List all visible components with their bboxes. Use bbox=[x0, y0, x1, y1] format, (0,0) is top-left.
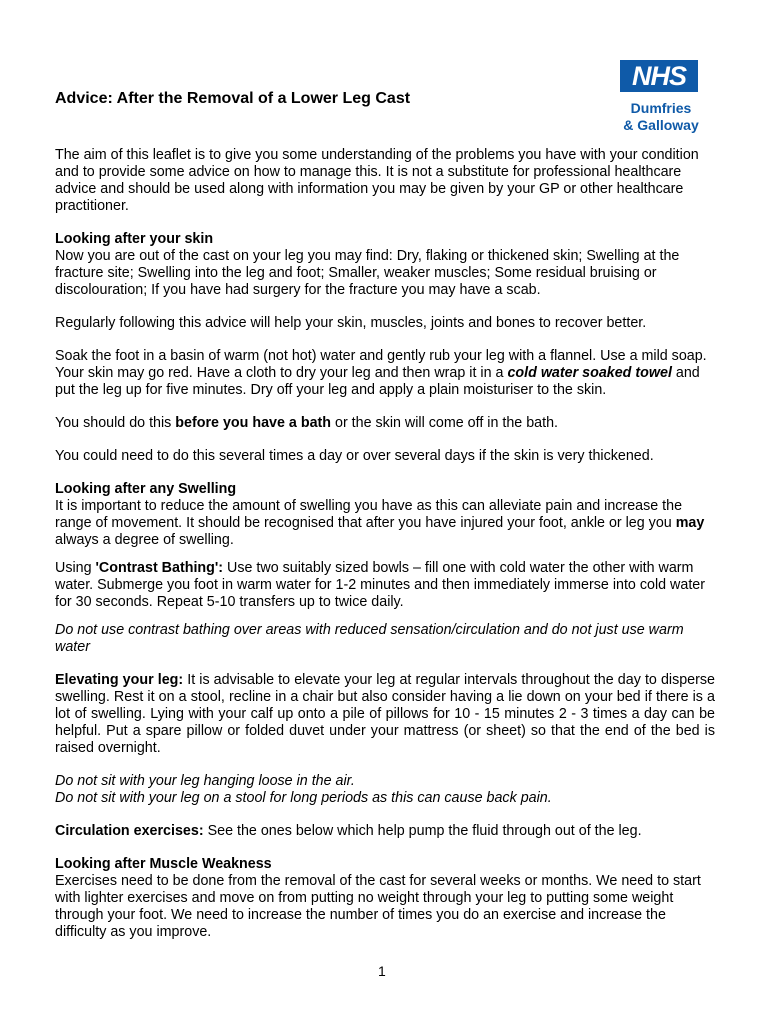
swelling-p1-text-c: always a degree of swelling. bbox=[55, 532, 234, 548]
document-title: Advice: After the Removal of a Lower Leg Cast bbox=[55, 90, 411, 107]
skin-paragraph-4 bbox=[55, 415, 715, 432]
swelling-p1-text-a: It is important to reduce the amount of swelling you have as this can alleviate pain and increase the range of movement. It should be recognised that after you have injured your foot, ankle or leg you bbox=[55, 498, 683, 531]
skin-p4-text-a: You should do this bbox=[55, 415, 176, 431]
skin-paragraph-2: Regularly following this advice will help your skin, muscles, joints and bones to recover better. bbox=[55, 315, 647, 331]
swelling-p1-emphasis: may bbox=[675, 515, 705, 531]
skin-paragraph-1: Now you are out of the cast on your leg you may find: Dry, flaking or thickened skin; Swelling at the fracture site; Swelling into the leg and foot; Smaller, weaker muscles; Some residual bruising or discolouration; If you have had surgery for the fracture you may have a scab. bbox=[55, 248, 680, 298]
skin-p3-text-a: Soak the foot in a basin of warm (not hot) water and gently rub your leg with a flannel. Use a mild soap. Your skin may go red. Have a cloth to dry your leg and then wrap it in a bbox=[55, 348, 707, 381]
nhs-logo-text: NHS bbox=[631, 61, 686, 91]
swelling-p2-text-c: Use two suitably sized bowls – fill one with cold water the other with warm water. Submerge you foot in warm water for 1-2 minutes and then immediately immerse into cold water for 30 seconds. Repeat 5-10 transfers up to twice daily. bbox=[55, 560, 705, 610]
circulation-label: Circulation exercises: bbox=[55, 823, 204, 839]
skin-p4-text-c: or the skin will come off in the bath. bbox=[331, 415, 559, 431]
nhs-logo-region-line1: Dumfries bbox=[630, 100, 692, 116]
contrast-bathing-warning: Do not use contrast bathing over areas with reduced sensation/circulation and do not just use warm water bbox=[55, 622, 684, 655]
skin-p3-text-c: and put the leg up for five minutes. Dry off your leg and apply a plain moisturiser to the skin. bbox=[55, 365, 700, 398]
swelling-paragraph-2 bbox=[55, 560, 715, 611]
skin-heading: Looking after your skin bbox=[55, 231, 214, 247]
muscle-heading: Looking after Muscle Weakness bbox=[55, 856, 272, 872]
skin-p3-emphasis: cold water soaked towel bbox=[507, 365, 672, 381]
intro-paragraph: The aim of this leaflet is to give you some understanding of the problems you have with your condition and to provide some advice on how to manage this. It is not a substitute for professional healthcare advice and should be used along with information you may be given by your GP or other healthcare practitioner. bbox=[55, 147, 699, 214]
contrast-bathing-label: 'Contrast Bathing': bbox=[95, 560, 224, 576]
nhs-logo-region-line2: & Galloway bbox=[623, 117, 699, 133]
skin-paragraph-5: You could need to do this several times a day or over several days if the skin is very thickened. bbox=[55, 448, 654, 464]
swelling-p2-text-a: Using bbox=[55, 560, 96, 576]
document-body bbox=[55, 147, 715, 941]
page-number: 1 bbox=[378, 963, 386, 979]
circulation-paragraph bbox=[55, 823, 715, 840]
elevating-label: Elevating your leg: bbox=[55, 672, 184, 688]
circulation-text: See the ones below which help pump the fluid through out of the leg. bbox=[203, 823, 642, 839]
elevating-paragraph bbox=[55, 672, 715, 757]
swelling-heading: Looking after any Swelling bbox=[55, 481, 237, 497]
swelling-paragraph-1 bbox=[55, 498, 715, 549]
stool-warning: Do not sit with your leg on a stool for long periods as this can cause back pain. bbox=[55, 790, 552, 806]
nhs-logo bbox=[613, 60, 709, 138]
leg-hanging-warning: Do not sit with your leg hanging loose in the air. bbox=[55, 773, 355, 789]
skin-p4-emphasis: before you have a bath bbox=[175, 415, 332, 431]
muscle-paragraph-1: Exercises need to be done from the removal of the cast for several weeks or months. We need to start with lighter exercises and move on from putting no weight through your leg to putting some weight through your foot. We need to increase the number of times you do an exercise and increase the difficulty as you improve. bbox=[55, 873, 701, 940]
elevating-text: It is advisable to elevate your leg at regular intervals throughout the day to disperse swelling. Rest it on a stool, recline in a chair but also consider having a lie down on your bed if there is a lot of swelling. Lying with your calf up onto a pile of pillows for 10 - 15 minutes 2 - 3 times a day can be helpful. Put a spare pillow or folded duvet under your mattress (or sheet) so that the end of the bed is raised overnight. bbox=[55, 672, 715, 756]
skin-paragraph-3 bbox=[55, 348, 715, 399]
